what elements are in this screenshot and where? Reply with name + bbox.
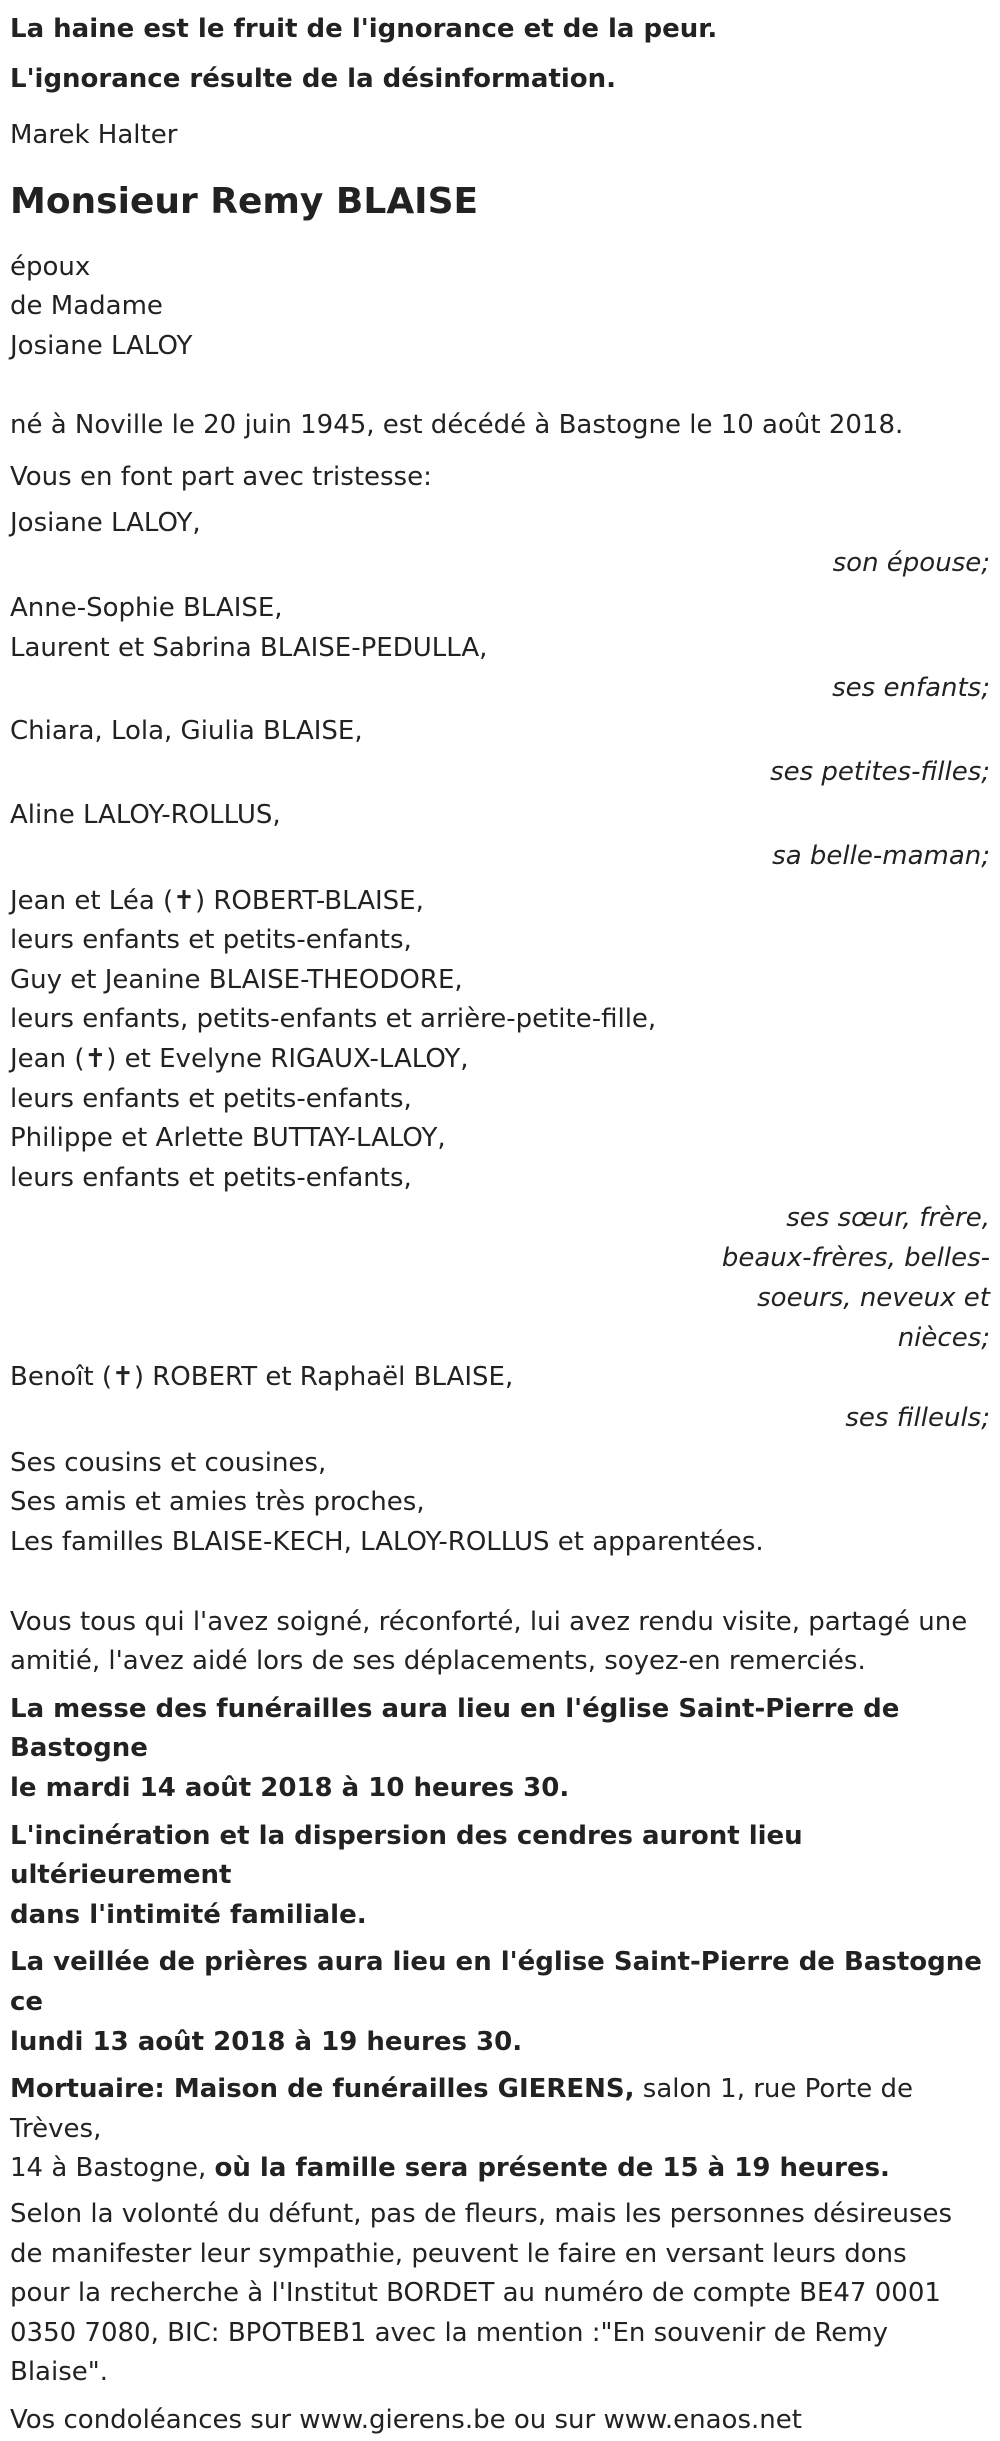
- family-name: Aline LALOY-ROLLUS,: [10, 799, 281, 830]
- mass-line: La messe des funérailles aura lieu en l'église Saint-Pierre de Bastogne: [10, 1693, 900, 1764]
- cremation-line: L'incinération et la dispersion des cendres auront lieu ultérieurement: [10, 1820, 803, 1891]
- others-line: Ses amis et amies très proches,: [10, 1487, 425, 1518]
- family-name: Chiara, Lola, Giulia BLAISE,: [10, 716, 363, 747]
- family-group: [10, 1358, 990, 1438]
- spouse-line: Josiane LALOY: [10, 330, 193, 361]
- others-line: Les familles BLAISE-KECH, LALOY-ROLLUS et apparentées.: [10, 1527, 764, 1558]
- family-name: Jean (✝) et Evelyne RIGAUX-LALOY,: [10, 1043, 469, 1074]
- family-name: Laurent et Sabrina BLAISE-PEDULLA,: [10, 632, 488, 663]
- family-name: leurs enfants, petits-enfants et arrière-petite-fille,: [10, 1004, 657, 1035]
- birth-death: né à Noville le 20 juin 1945, est décédé à Bastogne le 10 août 2018.: [10, 410, 904, 441]
- family-role: ses filleuls;: [845, 1402, 990, 1433]
- family-name: Guy et Jeanine BLAISE-THEODORE,: [10, 964, 463, 995]
- quote-author: Marek Halter: [10, 120, 178, 150]
- family-group: [10, 796, 990, 876]
- family-role: beaux-frères, belles-: [721, 1243, 990, 1274]
- family-name: Benoît (✝) ROBERT et Raphaël BLAISE,: [10, 1362, 514, 1393]
- others-line: Ses cousins et cousines,: [10, 1447, 327, 1478]
- family-group: [10, 712, 990, 792]
- spouse-line: époux: [10, 251, 91, 282]
- family-role: soeurs, neveux et: [757, 1283, 990, 1314]
- thanks-line: amitié, l'avez aidé lors de ses déplacements, soyez-en remerciés.: [10, 1646, 866, 1677]
- family-role: ses enfants;: [832, 673, 990, 704]
- thanks-line: Vous tous qui l'avez soigné, réconforté, lui avez rendu visite, partagé une: [10, 1606, 968, 1637]
- intro-text: Vous en font part avec tristesse:: [10, 461, 432, 492]
- donation-line: Selon la volonté du défunt, pas de fleurs, mais les personnes désireuses: [10, 2198, 953, 2229]
- family-group: [10, 589, 990, 708]
- family-role: sa belle-maman;: [772, 840, 990, 871]
- donation-line: de manifester leur sympathie, peuvent le faire en versant leurs dons: [10, 2238, 907, 2269]
- obituary-content: [10, 4, 990, 2441]
- family-role: ses sœur, frère,: [786, 1203, 990, 1234]
- family-name: leurs enfants et petits-enfants,: [10, 1162, 412, 1193]
- family-name: Jean et Léa (✝) ROBERT-BLAISE,: [10, 885, 424, 916]
- vigil-line: La veillée de prières aura lieu en l'église Saint-Pierre de Bastogne ce: [10, 1947, 982, 2017]
- family-name: Anne-Sophie BLAISE,: [10, 593, 283, 624]
- donation-line: pour la recherche à l'Institut BORDET au numéro de compte BE47 0001: [10, 2278, 941, 2309]
- mortuary-address: 14 à Bastogne,: [10, 2153, 215, 2184]
- mortuary-address: salon 1, rue Porte de Trèves,: [10, 2074, 913, 2144]
- deceased-name: Monsieur Remy BLAISE: [10, 180, 479, 222]
- family-group: [10, 882, 990, 1359]
- family-role: son épouse;: [832, 548, 990, 579]
- quote-block: [10, 4, 990, 104]
- family-name: leurs enfants et petits-enfants,: [10, 1083, 412, 1114]
- family-name: Josiane LALOY,: [10, 507, 201, 538]
- vigil-line: lundi 13 août 2018 à 19 heures 30.: [10, 2026, 523, 2057]
- family-group: [10, 504, 990, 584]
- mortuary-presence: où la famille sera présente de 15 à 19 heures.: [214, 2153, 890, 2184]
- family-role: nièces;: [897, 1323, 990, 1354]
- family-name: Philippe et Arlette BUTTAY-LALOY,: [10, 1123, 446, 1154]
- donation-line: 0350 7080, BIC: BPOTBEB1 avec la mention :"En souvenir de Remy Blaise".: [10, 2317, 888, 2388]
- quote-line: La haine est le fruit de l'ignorance et de la peur.: [10, 14, 718, 44]
- spouse-line: de Madame: [10, 291, 163, 322]
- family-name: leurs enfants et petits-enfants,: [10, 925, 412, 956]
- mass-line: le mardi 14 août 2018 à 10 heures 30.: [10, 1773, 570, 1804]
- quote-line: L'ignorance résulte de la désinformation.: [10, 64, 617, 94]
- family-role: ses petites-filles;: [770, 756, 990, 787]
- mortuary-line: [10, 2070, 990, 2149]
- condolences-line: Vos condoléances sur www.gierens.be ou sur www.enaos.net: [10, 2404, 802, 2435]
- cremation-line: dans l'intimité familiale.: [10, 1899, 367, 1930]
- mortuary-line: [10, 2149, 990, 2189]
- mortuary-label: Mortuaire: Maison de funérailles GIERENS,: [10, 2074, 635, 2105]
